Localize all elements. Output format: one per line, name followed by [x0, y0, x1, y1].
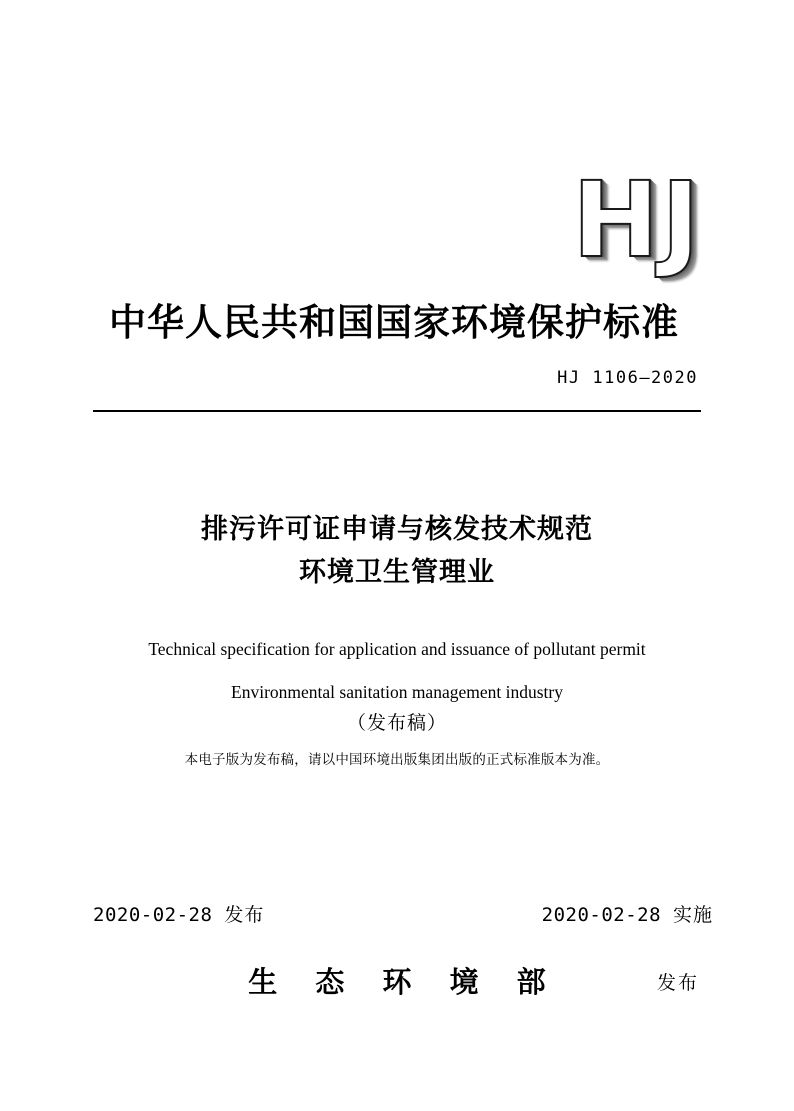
english-title-line-2: Environmental sanitation management industry	[231, 682, 563, 702]
document-title	[0, 508, 794, 594]
hj-emblem: HJ	[572, 159, 702, 281]
effective-date-label: 实施	[672, 904, 713, 926]
standard-title: 中华人民共和国国家环境保护标准	[109, 301, 679, 344]
date-row	[93, 900, 713, 927]
document-title-line-1: 排污许可证申请与核发技术规范	[201, 514, 593, 545]
horizontal-divider	[93, 410, 701, 412]
english-title	[0, 628, 794, 714]
issue-date-label: 发布	[224, 904, 265, 926]
issue-date: 2020-02-28	[93, 904, 213, 926]
issuer-action-label: 发布	[656, 972, 699, 994]
standard-number: HJ 1106—2020	[557, 368, 698, 388]
english-title-line-1: Technical specification for application and issuance of pollutant permit	[148, 639, 646, 659]
document-title-line-2: 环境卫生管理业	[299, 557, 495, 588]
effective-date: 2020-02-28	[541, 904, 662, 926]
draft-status-label: （发布稿）	[346, 712, 447, 734]
effective-date-group	[542, 900, 713, 927]
issuer-name: 生 态 环 境 部	[248, 965, 560, 999]
issue-date-group	[93, 900, 264, 927]
publication-notice: 本电子版为发布稿，请以中国环境出版集团出版的正式标准版本为准。	[184, 752, 610, 768]
